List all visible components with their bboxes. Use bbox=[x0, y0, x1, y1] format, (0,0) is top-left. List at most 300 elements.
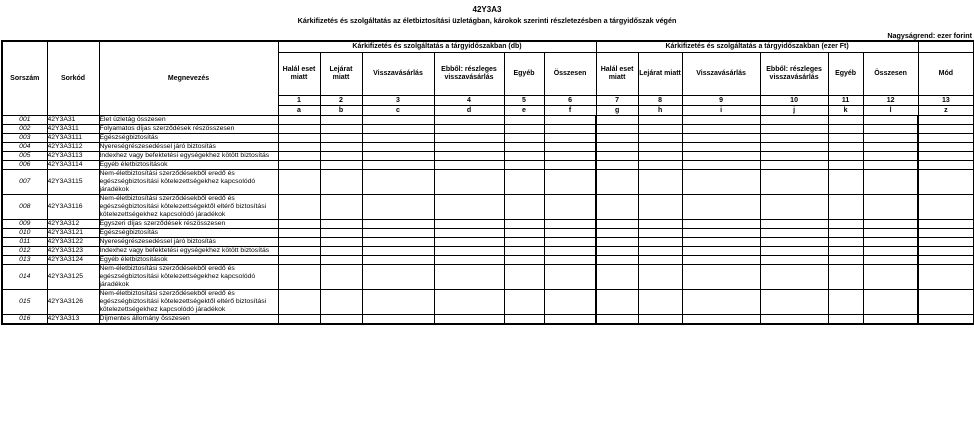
value-cell[interactable] bbox=[596, 170, 638, 195]
form-code: 42Y3A3 bbox=[472, 5, 502, 14]
col-letter: i bbox=[682, 106, 760, 116]
col-letter: j bbox=[760, 106, 828, 116]
value-cell[interactable] bbox=[863, 256, 918, 265]
value-cell[interactable] bbox=[544, 125, 596, 134]
value-cell[interactable] bbox=[278, 134, 320, 143]
value-cell[interactable] bbox=[504, 238, 544, 247]
value-cell[interactable] bbox=[863, 220, 918, 229]
row-sorkod: 42Y3A31 bbox=[47, 116, 99, 125]
value-cell[interactable] bbox=[320, 229, 362, 238]
table-row bbox=[2, 265, 974, 290]
value-cell[interactable] bbox=[544, 220, 596, 229]
value-cell[interactable] bbox=[320, 265, 362, 290]
row-sorszam: 001 bbox=[2, 116, 47, 125]
value-cell[interactable] bbox=[544, 315, 596, 325]
table-row bbox=[2, 315, 974, 325]
value-cell[interactable] bbox=[544, 247, 596, 256]
table-row bbox=[2, 247, 974, 256]
col-ebbol-db: Ebből: részleges visszavásárlás bbox=[434, 53, 504, 96]
value-cell[interactable] bbox=[596, 229, 638, 238]
value-cell[interactable] bbox=[596, 290, 638, 315]
table-row bbox=[2, 134, 974, 143]
col-visszavasarlas-db: Visszavásárlás bbox=[362, 53, 434, 96]
value-cell[interactable] bbox=[828, 265, 863, 290]
value-cell[interactable] bbox=[278, 116, 320, 125]
value-cell[interactable] bbox=[828, 134, 863, 143]
value-cell[interactable] bbox=[760, 229, 828, 238]
value-cell[interactable] bbox=[682, 265, 760, 290]
value-cell[interactable] bbox=[278, 195, 320, 220]
value-cell[interactable] bbox=[544, 256, 596, 265]
row-sorszam: 014 bbox=[2, 265, 47, 290]
value-cell[interactable] bbox=[918, 125, 974, 134]
value-cell[interactable] bbox=[682, 256, 760, 265]
value-cell[interactable] bbox=[918, 116, 974, 125]
value-cell[interactable] bbox=[682, 116, 760, 125]
value-cell[interactable] bbox=[863, 170, 918, 195]
col-halal-db: Halál eset miatt bbox=[278, 53, 320, 96]
value-cell[interactable] bbox=[638, 290, 682, 315]
row-sorkod: 42Y3A3126 bbox=[47, 290, 99, 315]
value-cell[interactable] bbox=[320, 290, 362, 315]
value-cell[interactable] bbox=[638, 229, 682, 238]
value-cell[interactable] bbox=[596, 125, 638, 134]
value-cell[interactable] bbox=[828, 195, 863, 220]
value-cell[interactable] bbox=[863, 229, 918, 238]
value-cell[interactable] bbox=[504, 170, 544, 195]
value-cell[interactable] bbox=[863, 195, 918, 220]
col-sorkod: Sorkód bbox=[47, 41, 99, 116]
value-cell[interactable] bbox=[362, 195, 434, 220]
row-megnevezes: Egészségbiztosítás bbox=[99, 134, 278, 143]
value-cell[interactable] bbox=[544, 152, 596, 161]
value-cell[interactable] bbox=[638, 170, 682, 195]
value-cell[interactable] bbox=[278, 256, 320, 265]
value-cell[interactable] bbox=[638, 143, 682, 152]
value-cell[interactable] bbox=[434, 143, 504, 152]
value-cell[interactable] bbox=[638, 238, 682, 247]
value-cell[interactable] bbox=[434, 229, 504, 238]
value-cell[interactable] bbox=[638, 134, 682, 143]
value-cell[interactable] bbox=[278, 290, 320, 315]
value-cell[interactable] bbox=[918, 161, 974, 170]
value-cell[interactable] bbox=[320, 315, 362, 325]
value-cell[interactable] bbox=[544, 265, 596, 290]
value-cell[interactable] bbox=[544, 134, 596, 143]
row-megnevezes: Indexhez vagy befektetési egységekhez kötött biztosítás bbox=[99, 247, 278, 256]
value-cell[interactable] bbox=[434, 238, 504, 247]
col-number: 4 bbox=[434, 96, 504, 106]
row-megnevezes: Egyéb életbiztosítások bbox=[99, 161, 278, 170]
value-cell[interactable] bbox=[918, 238, 974, 247]
value-cell[interactable] bbox=[434, 152, 504, 161]
value-cell[interactable] bbox=[682, 195, 760, 220]
value-cell[interactable] bbox=[278, 229, 320, 238]
value-cell[interactable] bbox=[278, 152, 320, 161]
value-cell[interactable] bbox=[504, 220, 544, 229]
value-cell[interactable] bbox=[362, 315, 434, 325]
value-cell[interactable] bbox=[682, 220, 760, 229]
value-cell[interactable] bbox=[638, 220, 682, 229]
value-cell[interactable] bbox=[434, 247, 504, 256]
value-cell[interactable] bbox=[544, 116, 596, 125]
value-cell[interactable] bbox=[596, 152, 638, 161]
row-sorkod: 42Y3A3121 bbox=[47, 229, 99, 238]
value-cell[interactable] bbox=[504, 143, 544, 152]
row-sorkod: 42Y3A3116 bbox=[47, 195, 99, 220]
value-cell[interactable] bbox=[828, 170, 863, 195]
value-cell[interactable] bbox=[638, 125, 682, 134]
value-cell[interactable] bbox=[760, 152, 828, 161]
col-number: 12 bbox=[863, 96, 918, 106]
value-cell[interactable] bbox=[320, 220, 362, 229]
value-cell[interactable] bbox=[918, 229, 974, 238]
value-cell[interactable] bbox=[362, 238, 434, 247]
value-cell[interactable] bbox=[760, 134, 828, 143]
value-cell[interactable] bbox=[362, 161, 434, 170]
row-megnevezes: Nem-életbiztosítási szerződésekből eredő és egészségbiztosítási kötelezettségekhez kapcsolódó járadékok bbox=[99, 170, 278, 195]
value-cell[interactable] bbox=[596, 195, 638, 220]
value-cell[interactable] bbox=[596, 220, 638, 229]
col-mod: Mód bbox=[918, 53, 974, 96]
value-cell[interactable] bbox=[863, 143, 918, 152]
col-letter: b bbox=[320, 106, 362, 116]
col-letter: a bbox=[278, 106, 320, 116]
row-sorkod: 42Y3A3111 bbox=[47, 134, 99, 143]
value-cell[interactable] bbox=[362, 170, 434, 195]
value-cell[interactable] bbox=[760, 170, 828, 195]
value-cell[interactable] bbox=[544, 290, 596, 315]
value-cell[interactable] bbox=[596, 315, 638, 325]
value-cell[interactable] bbox=[760, 238, 828, 247]
value-cell[interactable] bbox=[918, 152, 974, 161]
col-osszesen-db: Összesen bbox=[544, 53, 596, 96]
value-cell[interactable] bbox=[320, 170, 362, 195]
value-cell[interactable] bbox=[918, 143, 974, 152]
value-cell[interactable] bbox=[638, 161, 682, 170]
row-megnevezes: Díjmentes állomány összesen bbox=[99, 315, 278, 325]
value-cell[interactable] bbox=[828, 220, 863, 229]
row-megnevezes: Egészségbiztosítás bbox=[99, 229, 278, 238]
value-cell[interactable] bbox=[918, 220, 974, 229]
value-cell[interactable] bbox=[760, 247, 828, 256]
value-cell[interactable] bbox=[828, 229, 863, 238]
value-cell[interactable] bbox=[760, 220, 828, 229]
col-letter: g bbox=[596, 106, 638, 116]
value-cell[interactable] bbox=[682, 247, 760, 256]
value-cell[interactable] bbox=[828, 290, 863, 315]
row-megnevezes: Élet üzletág összesen bbox=[99, 116, 278, 125]
row-megnevezes: Nyereségrészesedéssel járó biztosítás bbox=[99, 238, 278, 247]
row-sorkod: 42Y3A312 bbox=[47, 220, 99, 229]
value-cell[interactable] bbox=[362, 116, 434, 125]
value-cell[interactable] bbox=[320, 134, 362, 143]
value-cell[interactable] bbox=[362, 134, 434, 143]
table-row bbox=[2, 220, 974, 229]
value-cell[interactable] bbox=[278, 315, 320, 325]
value-cell[interactable] bbox=[682, 134, 760, 143]
row-sorkod: 42Y3A313 bbox=[47, 315, 99, 325]
value-cell[interactable] bbox=[828, 125, 863, 134]
value-cell[interactable] bbox=[918, 134, 974, 143]
value-cell[interactable] bbox=[638, 195, 682, 220]
value-cell[interactable] bbox=[682, 238, 760, 247]
row-megnevezes: Egyszeri díjas szerződések részösszesen bbox=[99, 220, 278, 229]
row-megnevezes: Nyereségrészesedéssel járó biztosítás bbox=[99, 143, 278, 152]
value-cell[interactable] bbox=[278, 161, 320, 170]
value-cell[interactable] bbox=[504, 152, 544, 161]
value-cell[interactable] bbox=[362, 229, 434, 238]
value-cell[interactable] bbox=[278, 247, 320, 256]
value-cell[interactable] bbox=[863, 247, 918, 256]
value-cell[interactable] bbox=[828, 256, 863, 265]
row-sorszam: 015 bbox=[2, 290, 47, 315]
value-cell[interactable] bbox=[828, 247, 863, 256]
row-sorszam: 010 bbox=[2, 229, 47, 238]
table-row bbox=[2, 238, 974, 247]
row-sorszam: 003 bbox=[2, 134, 47, 143]
value-cell[interactable] bbox=[863, 134, 918, 143]
value-cell[interactable] bbox=[828, 152, 863, 161]
value-cell[interactable] bbox=[828, 116, 863, 125]
value-cell[interactable] bbox=[682, 152, 760, 161]
value-cell[interactable] bbox=[504, 134, 544, 143]
value-cell[interactable] bbox=[596, 161, 638, 170]
value-cell[interactable] bbox=[504, 195, 544, 220]
value-cell[interactable] bbox=[504, 229, 544, 238]
value-cell[interactable] bbox=[682, 170, 760, 195]
value-cell[interactable] bbox=[760, 315, 828, 325]
col-egyeb-db: Egyéb bbox=[504, 53, 544, 96]
col-number: 3 bbox=[362, 96, 434, 106]
value-cell[interactable] bbox=[638, 247, 682, 256]
value-cell[interactable] bbox=[596, 143, 638, 152]
value-cell[interactable] bbox=[434, 220, 504, 229]
value-cell[interactable] bbox=[863, 152, 918, 161]
value-cell[interactable] bbox=[863, 125, 918, 134]
value-cell[interactable] bbox=[544, 143, 596, 152]
value-cell[interactable] bbox=[504, 161, 544, 170]
group-ft: Kárkifizetés és szolgáltatás a tárgyidőszakban (ezer Ft) bbox=[596, 41, 918, 53]
col-number: 6 bbox=[544, 96, 596, 106]
col-sorszam: Sorszám bbox=[2, 41, 47, 116]
value-cell[interactable] bbox=[362, 152, 434, 161]
col-number: 10 bbox=[760, 96, 828, 106]
value-cell[interactable] bbox=[278, 265, 320, 290]
value-cell[interactable] bbox=[918, 265, 974, 290]
value-cell[interactable] bbox=[434, 256, 504, 265]
group-mod-blank bbox=[918, 41, 974, 53]
value-cell[interactable] bbox=[918, 195, 974, 220]
value-cell[interactable] bbox=[760, 116, 828, 125]
table-row bbox=[2, 152, 974, 161]
table-row bbox=[2, 161, 974, 170]
value-cell[interactable] bbox=[760, 290, 828, 315]
value-cell[interactable] bbox=[504, 247, 544, 256]
value-cell[interactable] bbox=[828, 161, 863, 170]
value-cell[interactable] bbox=[320, 161, 362, 170]
col-letter: f bbox=[544, 106, 596, 116]
col-letter: h bbox=[638, 106, 682, 116]
value-cell[interactable] bbox=[278, 238, 320, 247]
row-sorszam: 002 bbox=[2, 125, 47, 134]
row-sorkod: 42Y3A3114 bbox=[47, 161, 99, 170]
row-megnevezes: Nem-életbiztosítási szerződésekből eredő és egészségbiztosítási kötelezettségektől eltérő biztosítási kötelezettségekhez kapcsolódó járadékok bbox=[99, 195, 278, 220]
value-cell[interactable] bbox=[863, 116, 918, 125]
value-cell[interactable] bbox=[863, 290, 918, 315]
col-number: 2 bbox=[320, 96, 362, 106]
table-row bbox=[2, 116, 974, 125]
table-row bbox=[2, 229, 974, 238]
value-cell[interactable] bbox=[918, 170, 974, 195]
col-number: 11 bbox=[828, 96, 863, 106]
row-megnevezes: Indexhez vagy befektetési egységekhez kötött biztosítás bbox=[99, 152, 278, 161]
value-cell[interactable] bbox=[863, 238, 918, 247]
value-cell[interactable] bbox=[828, 315, 863, 325]
value-cell[interactable] bbox=[434, 290, 504, 315]
row-sorkod: 42Y3A3115 bbox=[47, 170, 99, 195]
value-cell[interactable] bbox=[362, 290, 434, 315]
value-cell[interactable] bbox=[320, 256, 362, 265]
value-cell[interactable] bbox=[278, 125, 320, 134]
value-cell[interactable] bbox=[504, 256, 544, 265]
value-cell[interactable] bbox=[682, 229, 760, 238]
value-cell[interactable] bbox=[682, 290, 760, 315]
value-cell[interactable] bbox=[504, 265, 544, 290]
value-cell[interactable] bbox=[596, 134, 638, 143]
row-sorszam: 005 bbox=[2, 152, 47, 161]
value-cell[interactable] bbox=[544, 229, 596, 238]
row-sorkod: 42Y3A3123 bbox=[47, 247, 99, 256]
value-cell[interactable] bbox=[320, 195, 362, 220]
value-cell[interactable] bbox=[682, 161, 760, 170]
col-letter: e bbox=[504, 106, 544, 116]
value-cell[interactable] bbox=[596, 265, 638, 290]
col-letter: d bbox=[434, 106, 504, 116]
row-sorkod: 42Y3A3112 bbox=[47, 143, 99, 152]
value-cell[interactable] bbox=[320, 125, 362, 134]
row-sorszam: 009 bbox=[2, 220, 47, 229]
col-letter: z bbox=[918, 106, 974, 116]
value-cell[interactable] bbox=[278, 220, 320, 229]
value-cell[interactable] bbox=[596, 238, 638, 247]
value-cell[interactable] bbox=[638, 116, 682, 125]
value-cell[interactable] bbox=[638, 265, 682, 290]
value-cell[interactable] bbox=[362, 125, 434, 134]
value-cell[interactable] bbox=[760, 125, 828, 134]
value-cell[interactable] bbox=[918, 290, 974, 315]
value-cell[interactable] bbox=[278, 170, 320, 195]
value-cell[interactable] bbox=[504, 116, 544, 125]
value-cell[interactable] bbox=[828, 238, 863, 247]
value-cell[interactable] bbox=[638, 315, 682, 325]
value-cell[interactable] bbox=[918, 256, 974, 265]
table-row bbox=[2, 170, 974, 195]
row-sorszam: 016 bbox=[2, 315, 47, 325]
value-cell[interactable] bbox=[682, 315, 760, 325]
value-cell[interactable] bbox=[362, 256, 434, 265]
value-cell[interactable] bbox=[434, 125, 504, 134]
value-cell[interactable] bbox=[760, 161, 828, 170]
col-number: 13 bbox=[918, 96, 974, 106]
value-cell[interactable] bbox=[682, 143, 760, 152]
value-cell[interactable] bbox=[320, 152, 362, 161]
value-cell[interactable] bbox=[760, 265, 828, 290]
col-visszavasarlas-ft: Visszavásárlás bbox=[682, 53, 760, 96]
value-cell[interactable] bbox=[278, 143, 320, 152]
table-row bbox=[2, 195, 974, 220]
col-lejarat-db: Lejárat miatt bbox=[320, 53, 362, 96]
row-megnevezes: Nem-életbiztosítási szerződésekből eredő és egészségbiztosítási kötelezettségekhez kapcsolódó járadékok bbox=[99, 265, 278, 290]
value-cell[interactable] bbox=[863, 161, 918, 170]
col-letter: l bbox=[863, 106, 918, 116]
value-cell[interactable] bbox=[682, 125, 760, 134]
col-number: 1 bbox=[278, 96, 320, 106]
value-cell[interactable] bbox=[638, 256, 682, 265]
value-cell[interactable] bbox=[596, 116, 638, 125]
value-cell[interactable] bbox=[320, 143, 362, 152]
row-sorszam: 008 bbox=[2, 195, 47, 220]
value-cell[interactable] bbox=[863, 265, 918, 290]
value-cell[interactable] bbox=[362, 265, 434, 290]
value-cell[interactable] bbox=[434, 134, 504, 143]
row-sorkod: 42Y3A311 bbox=[47, 125, 99, 134]
value-cell[interactable] bbox=[504, 315, 544, 325]
row-sorszam: 011 bbox=[2, 238, 47, 247]
value-cell[interactable] bbox=[638, 152, 682, 161]
value-cell[interactable] bbox=[434, 170, 504, 195]
value-cell[interactable] bbox=[863, 315, 918, 325]
value-cell[interactable] bbox=[320, 247, 362, 256]
value-cell[interactable] bbox=[596, 256, 638, 265]
value-cell[interactable] bbox=[362, 247, 434, 256]
table-row bbox=[2, 143, 974, 152]
value-cell[interactable] bbox=[544, 170, 596, 195]
value-cell[interactable] bbox=[544, 195, 596, 220]
row-sorszam: 013 bbox=[2, 256, 47, 265]
value-cell[interactable] bbox=[544, 161, 596, 170]
value-cell[interactable] bbox=[434, 315, 504, 325]
col-egyeb-ft: Egyéb bbox=[828, 53, 863, 96]
value-cell[interactable] bbox=[504, 125, 544, 134]
col-letter: k bbox=[828, 106, 863, 116]
value-cell[interactable] bbox=[918, 247, 974, 256]
value-cell[interactable] bbox=[918, 315, 974, 325]
value-cell[interactable] bbox=[760, 143, 828, 152]
table-row bbox=[2, 290, 974, 315]
value-cell[interactable] bbox=[362, 143, 434, 152]
row-sorkod: 42Y3A3113 bbox=[47, 152, 99, 161]
report-table bbox=[1, 40, 974, 325]
value-cell[interactable] bbox=[434, 265, 504, 290]
value-cell[interactable] bbox=[596, 247, 638, 256]
col-osszesen-ft: Összesen bbox=[863, 53, 918, 96]
value-cell[interactable] bbox=[760, 256, 828, 265]
col-halal-ft: Halál eset miatt bbox=[596, 53, 638, 96]
value-cell[interactable] bbox=[434, 195, 504, 220]
value-cell[interactable] bbox=[760, 195, 828, 220]
row-sorszam: 004 bbox=[2, 143, 47, 152]
form-title: Kárkifizetés és szolgáltatás az életbiztosítási üzletágban, károkok szerinti részletezésben a tárgyidőszak végén bbox=[297, 16, 677, 25]
value-cell[interactable] bbox=[434, 161, 504, 170]
value-cell[interactable] bbox=[828, 143, 863, 152]
value-cell[interactable] bbox=[504, 290, 544, 315]
value-cell[interactable] bbox=[434, 116, 504, 125]
value-cell[interactable] bbox=[320, 238, 362, 247]
value-cell[interactable] bbox=[544, 238, 596, 247]
value-cell[interactable] bbox=[362, 220, 434, 229]
value-cell[interactable] bbox=[320, 116, 362, 125]
